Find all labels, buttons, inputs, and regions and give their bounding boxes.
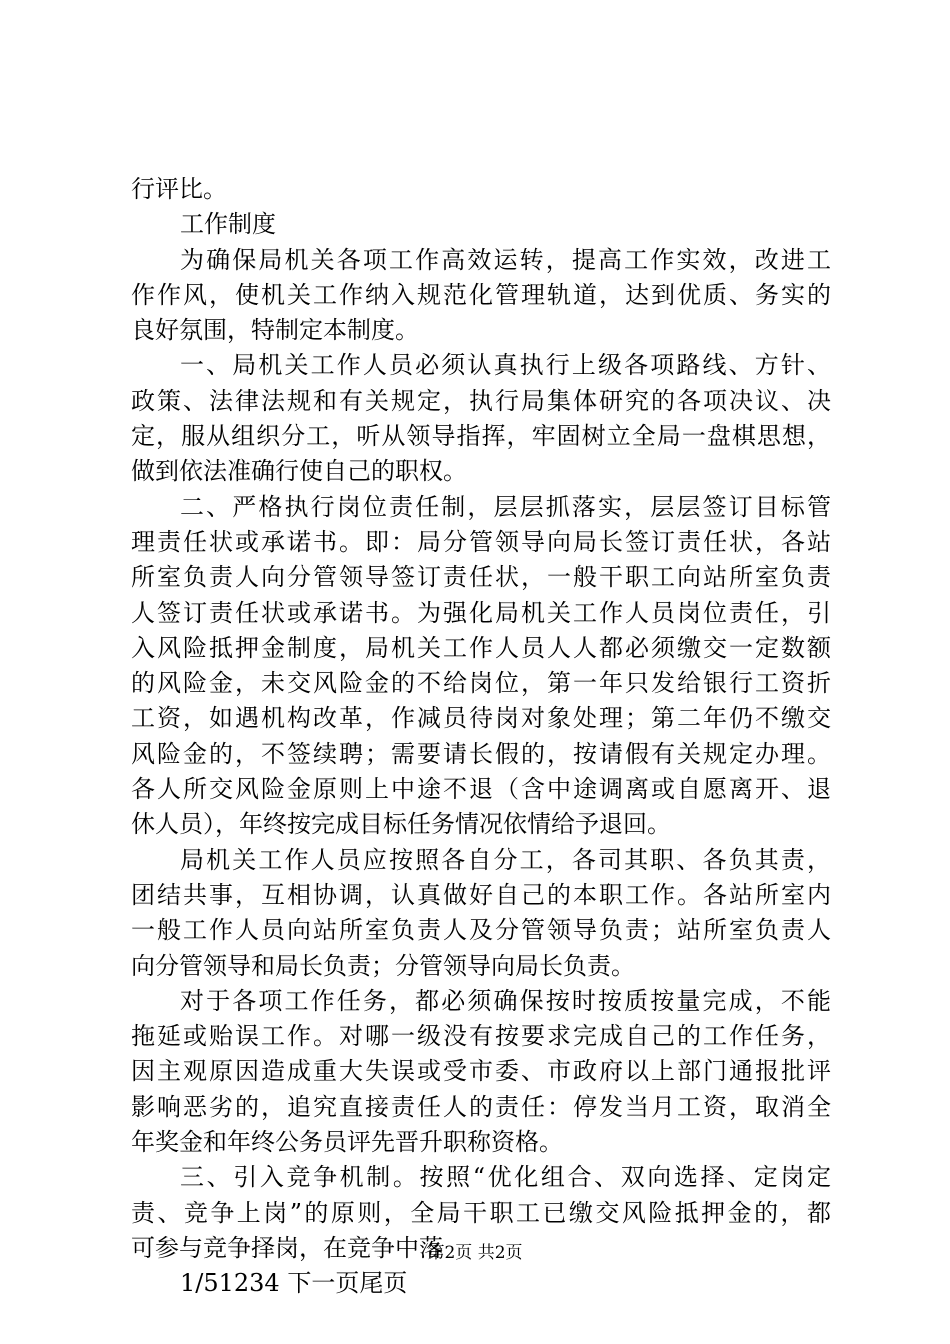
text-line: 定，服从组织分工，听从领导指挥，牢固树立全局一盘棋思想， (131, 422, 831, 451)
text-line: 三、引入竞争机制。按照“优化组合、双向选择、定岗定 (180, 1163, 831, 1192)
text-line: 工资，如遇机构改革，作减员待岗对象处理；第二年仍不缴交 (131, 704, 831, 733)
text-line: 所室负责人向分管领导签订责任状，一般干职工向站所室负责 (131, 563, 831, 592)
text-line: 一般工作人员向站所室负责人及分管领导负责；站所室负责人 (131, 916, 831, 945)
text-line: 向分管领导和局长负责；分管领导向局长负责。 (131, 951, 635, 980)
text-line: 的风险金，未交风险金的不给岗位，第一年只发给银行工资折 (131, 669, 831, 698)
next-page-link[interactable]: 下一页 (287, 1269, 360, 1298)
text-line: 为确保局机关各项工作高效运转，提高工作实效，改进工 (180, 245, 831, 274)
text-line: 人签订责任状或承诺书。为强化局机关工作人员岗位责任，引 (131, 598, 831, 627)
text-line: 二、严格执行岗位责任制，层层抓落实，层层签订目标管 (180, 492, 831, 521)
text-line: 风险金的，不签续聘；需要请长假的，按请假有关规定办理。 (131, 739, 831, 768)
page-footer: 第2页 共2页 (427, 1243, 523, 1263)
page-indicator: 1/51234 (180, 1269, 280, 1298)
text-line: 行评比。 (131, 175, 227, 203)
text-line: 年奖金和年终公务员评先晋升职称资格。 (131, 1128, 563, 1157)
text-line: 入风险抵押金制度，局机关工作人员人人都必须缴交一定数额 (131, 633, 831, 662)
text-line: 局机关工作人员应按照各自分工，各司其职、各负其责， (180, 845, 831, 874)
text-line: 做到依法准确行使自己的职权。 (131, 457, 467, 486)
last-page-link[interactable]: 尾页 (359, 1269, 408, 1298)
text-line: 团结共事，互相协调，认真做好自己的本职工作。各站所室内 (131, 880, 831, 909)
document-body (131, 172, 831, 1302)
text-line: 对于各项工作任务，都必须确保按时按质按量完成，不能 (180, 986, 831, 1015)
text-line: 休人员），年终按完成目标任务情况依情给予退回。 (131, 810, 671, 839)
text-line: 可参与竞争择岗，在竞争中落 (131, 1233, 443, 1262)
text-line: 政策、法律法规和有关规定，执行局集体研究的各项决议、决 (131, 386, 831, 415)
text-line: 责、竞争上岗”的原则，全局干职工已缴交风险抵押金的，都 (131, 1198, 831, 1227)
text-line: 各人所交风险金原则上中途不退（含中途调离或自愿离开、退 (131, 775, 831, 804)
section-title: 工作制度 (180, 210, 276, 239)
text-line: 影响恶劣的，追究直接责任人的责任：停发当月工资，取消全 (131, 1092, 831, 1121)
pagination (131, 1266, 831, 1301)
text-line: 良好氛围，特制定本制度。 (131, 316, 419, 345)
text-line: 一、局机关工作人员必须认真执行上级各项路线、方针、 (180, 351, 831, 380)
text-line: 理责任状或承诺书。即：局分管领导向局长签订责任状，各站 (131, 527, 831, 556)
text-line: 因主观原因造成重大失误或受市委、市政府以上部门通报批评 (131, 1057, 831, 1086)
text-line: 作作风，使机关工作纳入规范化管理轨道，达到优质、务实的 (131, 280, 831, 309)
text-line: 拖延或贻误工作。对哪一级没有按要求完成自己的工作任务， (131, 1022, 831, 1051)
